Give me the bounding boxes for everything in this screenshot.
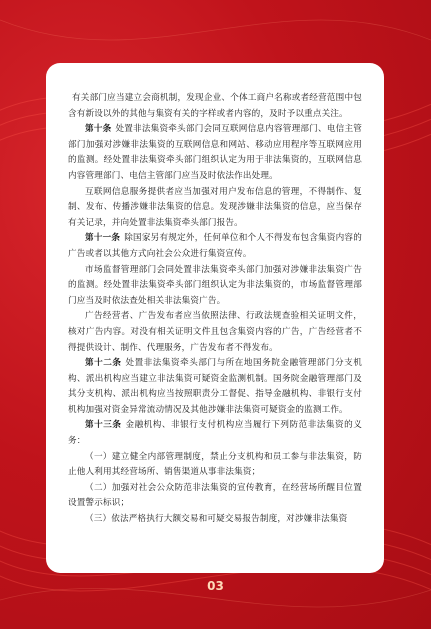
article-label: 第十条	[85, 124, 112, 135]
paragraph	[68, 122, 362, 184]
paragraph	[68, 450, 362, 481]
paragraph	[68, 91, 362, 122]
page-number: 03	[207, 579, 224, 593]
paragraph	[68, 356, 362, 418]
paragraph	[68, 512, 362, 528]
paragraph-text: （二）加强对社会公众防范非法集资的宣传教育，在经营场所醒目位置设置警示标识；	[68, 482, 362, 509]
paragraph	[68, 231, 362, 262]
paragraph-text: 金融机构、非银行支付机构应当履行下列防范非法集资的义务：	[68, 420, 362, 447]
article-label: 第十二条	[85, 358, 122, 369]
paragraph-text: 市场监督管理部门会同处置非法集资牵头部门加强对涉嫌非法集资广告的监测。经处置非法集资牵头部门组织认定为非法集资的，市场监督管理部门应当及时依法查处相关非法集资广告。	[68, 264, 362, 306]
paragraph-text: 有关部门应当建立会商机制，发现企业、个体工商户名称或者经营范围中包含有新设以外的其他与集资有关的字样或者内容的，及时予以重点关注。	[68, 93, 362, 119]
article-label: 第十一条	[85, 233, 121, 244]
article-label: 第十三条	[85, 420, 122, 431]
paragraph	[68, 481, 362, 512]
paragraph-text: （三）依法严格执行大额交易和可疑交易报告制度，对涉嫌非法集资	[85, 514, 348, 525]
paragraph	[68, 418, 362, 449]
paragraph-text: 处置非法集资牵头部门与所在地国务院金融管理部门分支机构、派出机构应当建立非法集资可疑资金监测机制。国务院金融管理部门及其分支机构、派出机构应当按照职责分工督促、指导金融机构、非银行支付机构加强对资金异常流动情况及其他涉嫌非法集资可疑资金的监测工作。	[68, 358, 362, 415]
paragraph-text: 处置非法集资牵头部门会同互联网信息内容管理部门、电信主管部门加强对涉嫌非法集资的互联网信息和网站、移动应用程序等互联网应用的监测。经处置非法集资牵头部门组织认定为用于非法集资的，互联网信息内容管理部门、电信主管部门应当及时依法作出处理。	[68, 124, 363, 181]
paragraph-text: 互联网信息服务提供者应当加强对用户发布信息的管理，不得制作、复制、发布、传播涉嫌非法集资的信息。发现涉嫌非法集资的信息，应当保存有关记录，并向处置非法集资牵头部门报告。	[68, 186, 362, 228]
paragraph-text: 广告经营者、广告发布者应当依照法律、行政法规查验相关证明文件，核对广告内容。对没有相关证明文件且包含集资内容的广告，广告经营者不得提供设计、制作、代理服务，广告发布者不得发布。	[68, 311, 362, 353]
paragraph-text: （一）建立健全内部管理制度，禁止分支机构和员工参与非法集资，防止他人利用其经营场所、销售渠道从事非法集资；	[68, 451, 362, 478]
paragraph	[68, 309, 362, 356]
document-page	[46, 63, 384, 573]
paragraph	[68, 263, 362, 310]
paragraph-text: 除国家另有规定外，任何单位和个人不得发布包含集资内容的广告或者以其他方式向社会公众进行集资宣传。	[68, 233, 362, 259]
paragraph	[68, 185, 362, 232]
